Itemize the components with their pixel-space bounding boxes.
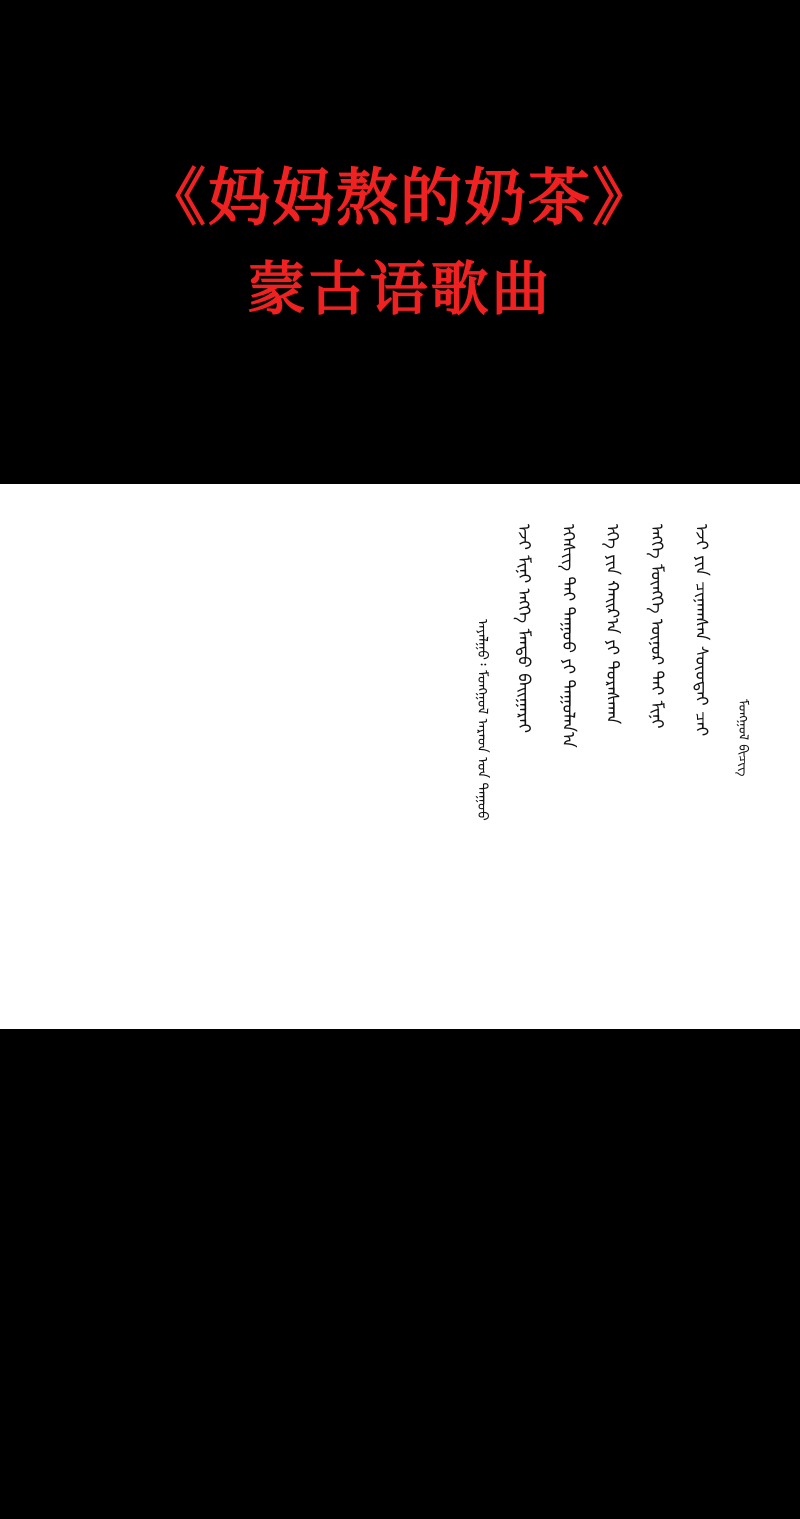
title-block	[0, 0, 800, 484]
lyric-sheet	[0, 484, 800, 1029]
bottom-black-area	[0, 1029, 800, 1519]
mongolian-column-signature: ᠮᠣᠩᠭᠣᠯ ᠪᠢᠴᠢᠭ	[735, 699, 750, 777]
mongolian-column-4: ᠡᠭᠡᠰᠢᠭ ᠲᠡᠢ ᠳᠠᠭᠤᠤ ᠶᠢ ᠳᠠᠭᠤᠯᠠᠨ᠎ᠠ	[557, 524, 578, 748]
mongolian-column-2: ᠡᠩᠬᠡ ᠮᠥᠩᠬᠡ ᠦᠨᠦᠷ ᠲᠡᠢ ᠮᠢᠨᠢ	[646, 524, 667, 729]
mongolian-column-6: ᠠᠶᠠᠯᠭᠤ᠄ ᠮᠣᠩᠭᠣᠯ ᠠᠷᠠᠳ ᠤᠨ ᠳᠠᠭᠤᠤ	[474, 619, 491, 821]
mongolian-column-3: ᠡᠬᠡ ᠶᠢᠨ ᠬᠠᠢᠷ᠎ᠠ ᠶᠢ ᠳᠤᠷᠠᠰᠬᠠᠨ	[602, 524, 623, 725]
mongolian-text-block	[0, 524, 800, 994]
page-title: 《妈妈熬的奶茶》	[143, 161, 656, 235]
mongolian-column-1: ᠡᠵᠢ ᠶᠢᠨ ᠴᠢᠨᠠᠭᠰᠠᠨ ᠰᠦᠦᠲᠡᠢ ᠴᠠᠢ	[690, 524, 711, 737]
page-subtitle: 蒙古语歌曲	[247, 254, 553, 323]
mongolian-column-5: ᠡᠵᠢ ᠮᠢᠨᠢ ᠡᠩᠬᠡ ᠮᠡᠨᠳᠦ ᠪᠠᠢᠭᠠᠷᠠᠢ	[513, 524, 534, 733]
